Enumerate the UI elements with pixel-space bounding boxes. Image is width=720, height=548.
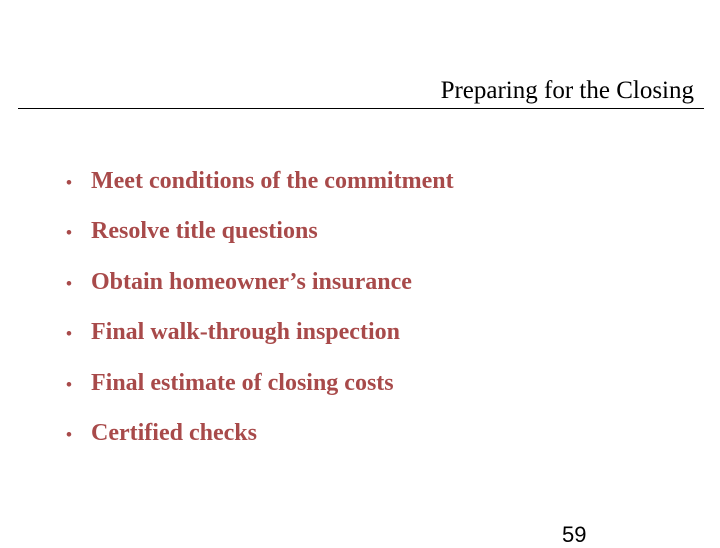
bullet-item: [66, 370, 454, 420]
bullet-dot-icon: •: [66, 273, 72, 293]
page-number: 59: [562, 522, 587, 547]
bullet-item: [66, 269, 454, 319]
bullet-dot-icon: •: [66, 424, 72, 444]
title-divider: [18, 108, 704, 109]
bullet-item: [66, 319, 454, 369]
bullet-text: Final walk-through inspection: [91, 319, 400, 346]
bullet-dot-icon: •: [66, 173, 72, 192]
bullet-item: [66, 420, 454, 470]
bullet-text: Meet conditions of the commitment: [91, 168, 454, 194]
bullet-list: [66, 168, 454, 470]
bullet-dot-icon: •: [66, 324, 72, 344]
bullet-text: Certified checks: [91, 419, 257, 446]
bullet-text: Resolve title questions: [91, 218, 318, 245]
bullet-item: [66, 168, 454, 218]
bullet-text: Obtain homeowner’s insurance: [91, 268, 412, 295]
bullet-dot-icon: •: [66, 374, 72, 394]
bullet-text: Final estimate of closing costs: [91, 369, 394, 396]
bullet-dot-icon: •: [66, 223, 72, 243]
bullet-item: [66, 218, 454, 268]
slide-title: Preparing for the Closing: [440, 77, 694, 104]
